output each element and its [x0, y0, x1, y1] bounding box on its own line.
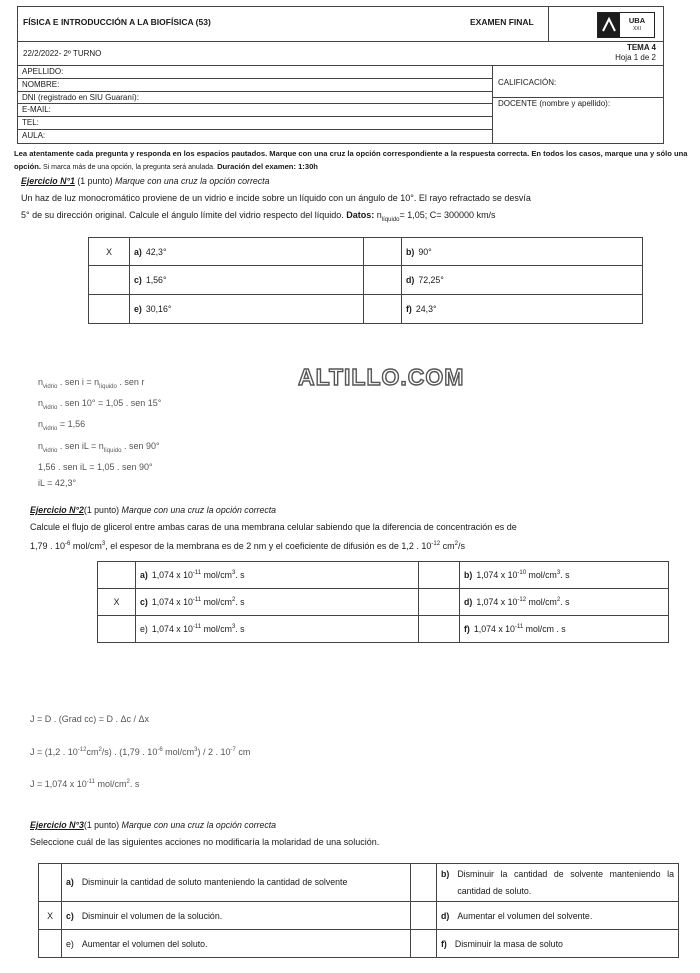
- option-text: 90°: [418, 246, 432, 257]
- ex1-text-line2: 5° de su dirección original. Calcule el ángulo límite del vidrio respecto del líquido.: [21, 210, 347, 220]
- exam-tema: TEMA 4: [626, 43, 656, 52]
- field-aula[interactable]: AULA:: [22, 130, 46, 140]
- ex1-work-line: $n_{vidrio}$ . sen iL = $n_{líquido}$ . sen 90°: [38, 441, 160, 454]
- ex1-datos-label: Datos:: [346, 210, 375, 220]
- option-letter: e): [66, 938, 74, 949]
- option-text: 72,25°: [418, 275, 444, 285]
- option-letter: d): [441, 910, 450, 921]
- ex3-mark-c[interactable]: X: [39, 902, 62, 930]
- ex2-points: (1 punto): [83, 505, 120, 515]
- ex1-options-table: [88, 237, 643, 324]
- option-letter: c): [134, 275, 142, 285]
- ex1-datos-n: n: [374, 210, 382, 220]
- ex1-datos-sub: líquido: [381, 216, 400, 223]
- ex2-statement: [30, 519, 695, 555]
- option-letter: d): [406, 275, 415, 285]
- option-text: 24,3°: [415, 304, 437, 314]
- exam-header: [17, 6, 664, 144]
- field-email[interactable]: E-MAIL:: [18, 104, 492, 117]
- ex1-number: Ejercicio N°1: [21, 176, 75, 186]
- ex1-mark-d[interactable]: [364, 266, 402, 295]
- option-text: 30,16°: [145, 304, 172, 314]
- ex3-number: Ejercicio N°3: [30, 820, 84, 830]
- instructions-main: Lea atentamente cada pregunta y responda en los espacios pautados. Marque con una cruz la opción correspondiente a la respuesta correcta. En todos los casos, marque una y sólo una opción.: [14, 149, 688, 171]
- option-letter: b): [441, 868, 450, 879]
- ex2-number: Ejercicio N°2: [30, 505, 84, 515]
- ex2-option-f[interactable]: f) 1,074 x $10^{-11}$ mol/cm . s: [460, 616, 669, 643]
- option-text: Disminuir la cantidad de solvente manteniendo la cantidad de soluto.: [457, 868, 674, 896]
- option-text: 42,3°: [145, 246, 167, 257]
- option-letter: f): [441, 938, 447, 949]
- ex3-option-b[interactable]: [437, 864, 679, 902]
- option-letter: e): [140, 624, 148, 634]
- ex3-option-e[interactable]: [62, 930, 411, 958]
- option-text: Disminuir el volumen de la solución.: [81, 910, 223, 921]
- ex1-work-line: iL = 42,3°: [38, 477, 77, 488]
- ex2-option-b[interactable]: b) 1,074 x $10^{-10}$ mol/$cm^3$. s: [460, 562, 669, 589]
- instructions-small: Si marca más de una opción, la pregunta será anulada.: [41, 164, 215, 171]
- ex2-work-line3: J = 1,074 x $10^{-11}$ mol/$cm^2$. s: [30, 779, 140, 789]
- field-dni[interactable]: DNI (registrado en SIU Guaraní):: [18, 92, 492, 105]
- logo-brand: UBA: [628, 16, 646, 25]
- ex3-mark-e[interactable]: [39, 930, 62, 958]
- ex2-lead: Marque con una cruz la opción correcta: [119, 505, 277, 515]
- calificacion-label: CALIFICACIÓN:: [498, 78, 557, 87]
- option-letter: c): [66, 910, 74, 921]
- ex1-datos-rest: = 1,05; C= 300000 km/s: [399, 210, 496, 220]
- exam-date: 22/2/2022- 2º TURNO: [23, 49, 102, 58]
- ex1-mark-e[interactable]: [89, 295, 130, 324]
- ex2-option-c[interactable]: c) 1,074 x $10^{-11}$ mol/$cm^2$. s: [136, 589, 419, 616]
- ex2-mark-a[interactable]: [98, 562, 136, 589]
- ex1-option-e[interactable]: [130, 295, 364, 324]
- ex1-work-line: $n_{vidrio} = 1,56$: [38, 418, 86, 432]
- ex1-option-f[interactable]: [402, 295, 643, 324]
- watermark: ALTILLO.COM: [298, 364, 465, 390]
- ex1-option-c[interactable]: [130, 266, 364, 295]
- option-text: 1,56°: [145, 275, 167, 285]
- ex3-option-d[interactable]: [437, 902, 679, 930]
- instructions: [14, 147, 689, 174]
- ex1-work-line: $n_{vidrio}$ . sen 10° = 1,05 . sen 15°: [38, 397, 162, 411]
- ex2-work-line1: J = D . (Grad cc) = D . Δc / Δx: [30, 714, 150, 724]
- field-apellido[interactable]: APELLIDO:: [18, 66, 492, 79]
- ex1-mark-b[interactable]: [364, 238, 402, 266]
- ex1-mark-f[interactable]: [364, 295, 402, 324]
- ex2-mark-f[interactable]: [419, 616, 460, 643]
- option-letter: b): [406, 246, 415, 257]
- option-letter: f): [406, 304, 412, 314]
- ex3-option-a[interactable]: [62, 864, 411, 902]
- ex3-lead: Marque con una cruz la opción correcta: [119, 820, 277, 830]
- ex3-mark-f[interactable]: [411, 930, 437, 958]
- ex2-option-d[interactable]: d) 1,074 x $10^{-12}$ mol/$cm^2$. s: [460, 589, 669, 616]
- ex3-mark-d[interactable]: [411, 902, 437, 930]
- ex1-heading: [21, 176, 270, 186]
- ex1-mark-a[interactable]: X: [89, 238, 130, 266]
- page-count: Hoja 1 de 2: [615, 53, 656, 62]
- ex2-text-line2: 1,79 . $10^{-6}$ mol/$cm^3$, el espesor de la membrana es de 2 nm y el coeficiente de difusión es de 1,2 . $10^{-12}$ $cm^2/s$: [30, 541, 465, 551]
- option-letter: a): [134, 246, 142, 257]
- ex1-text-line1: Un haz de luz monocromático proviene de un vidrio e incide sobre un líquido con un ángulo de 10°. El rayo refractado se desvía: [21, 193, 531, 203]
- option-letter: c): [140, 597, 148, 607]
- option-letter: f): [464, 624, 470, 634]
- ex1-work-line: 1,56 . sen iL = 1,05 . sen 90°: [38, 461, 153, 472]
- ex2-mark-b[interactable]: [419, 562, 460, 589]
- ex2-options-table: [97, 561, 669, 643]
- ex1-lead: Marque con una cruz la opción correcta: [112, 176, 270, 186]
- option-letter: e): [134, 304, 142, 314]
- logo-mark-icon: [598, 13, 620, 37]
- option-letter: a): [66, 877, 74, 887]
- ex3-option-f[interactable]: [437, 930, 679, 958]
- ex2-option-e[interactable]: e) 1,074 x $10^{-11}$ mol/$cm^3$. s: [136, 616, 419, 643]
- exam-type: EXAMEN FINAL: [470, 17, 534, 27]
- ex2-option-a[interactable]: a) 1,074 x $10^{-11}$ mol/$cm^3$. s: [136, 562, 419, 589]
- option-text: Aumentar el volumen del solvente.: [457, 910, 593, 921]
- ex2-mark-c[interactable]: X: [98, 589, 136, 616]
- ex3-statement: Seleccione cuál de las siguientes acciones no modificaría la molaridad de una solución.: [30, 837, 380, 847]
- ex3-mark-a[interactable]: [39, 864, 62, 902]
- ex3-heading: [30, 820, 276, 830]
- ex1-option-b[interactable]: [402, 238, 643, 266]
- ex2-mark-e[interactable]: [98, 616, 136, 643]
- option-text: Disminuir la masa de soluto: [454, 938, 563, 949]
- ex1-option-a[interactable]: [130, 238, 364, 266]
- ex2-work-line2: J = (1,2 . $10^{-12}cm^2/s$) . (1,79 . $10^{-6}$ mol/$cm^3) / 2$ . $10^{-7}$ cm: [30, 747, 251, 757]
- ex2-mark-d[interactable]: [419, 589, 460, 616]
- ex1-points: (1 punto): [74, 176, 113, 186]
- docente-label: DOCENTE (nombre y apellido):: [498, 99, 611, 108]
- option-letter: d): [464, 597, 473, 607]
- ex2-heading: [30, 505, 276, 515]
- ex1-work-a: [38, 374, 161, 436]
- field-tel[interactable]: TEL:: [18, 117, 492, 130]
- instructions-duration: Duración del examen: 1:30h: [214, 162, 318, 171]
- ex2-text-line1: Calcule el flujo de glicerol entre ambas caras de una membrana celular sabiendo que la diferencia de concentración es de: [30, 522, 517, 532]
- ex1-work-line: $n_{vidrio}$ . sen $i = n_{líquido}$ . sen r: [38, 377, 145, 390]
- option-text: Disminuir la cantidad de soluto manteniendo la cantidad de solvente: [81, 877, 348, 887]
- ex1-mark-c[interactable]: [89, 266, 130, 295]
- ex3-option-c[interactable]: [62, 902, 411, 930]
- option-text: Aumentar el volumen del soluto.: [81, 938, 208, 949]
- ex3-options-table: [38, 863, 679, 958]
- ex3-mark-b[interactable]: [411, 864, 437, 902]
- course-title: FÍSICA E INTRODUCCIÓN A LA BIOFÍSICA (53): [23, 17, 211, 27]
- option-letter: b): [464, 570, 473, 580]
- uba-logo: [597, 12, 655, 38]
- ex1-work-b: [38, 438, 160, 491]
- logo-sub: XXI: [632, 26, 642, 32]
- field-nombre[interactable]: NOMBRE:: [18, 79, 492, 92]
- ex1-option-d[interactable]: [402, 266, 643, 295]
- option-letter: a): [140, 570, 148, 580]
- ex1-statement: [21, 190, 691, 229]
- ex3-points: (1 punto): [83, 820, 120, 830]
